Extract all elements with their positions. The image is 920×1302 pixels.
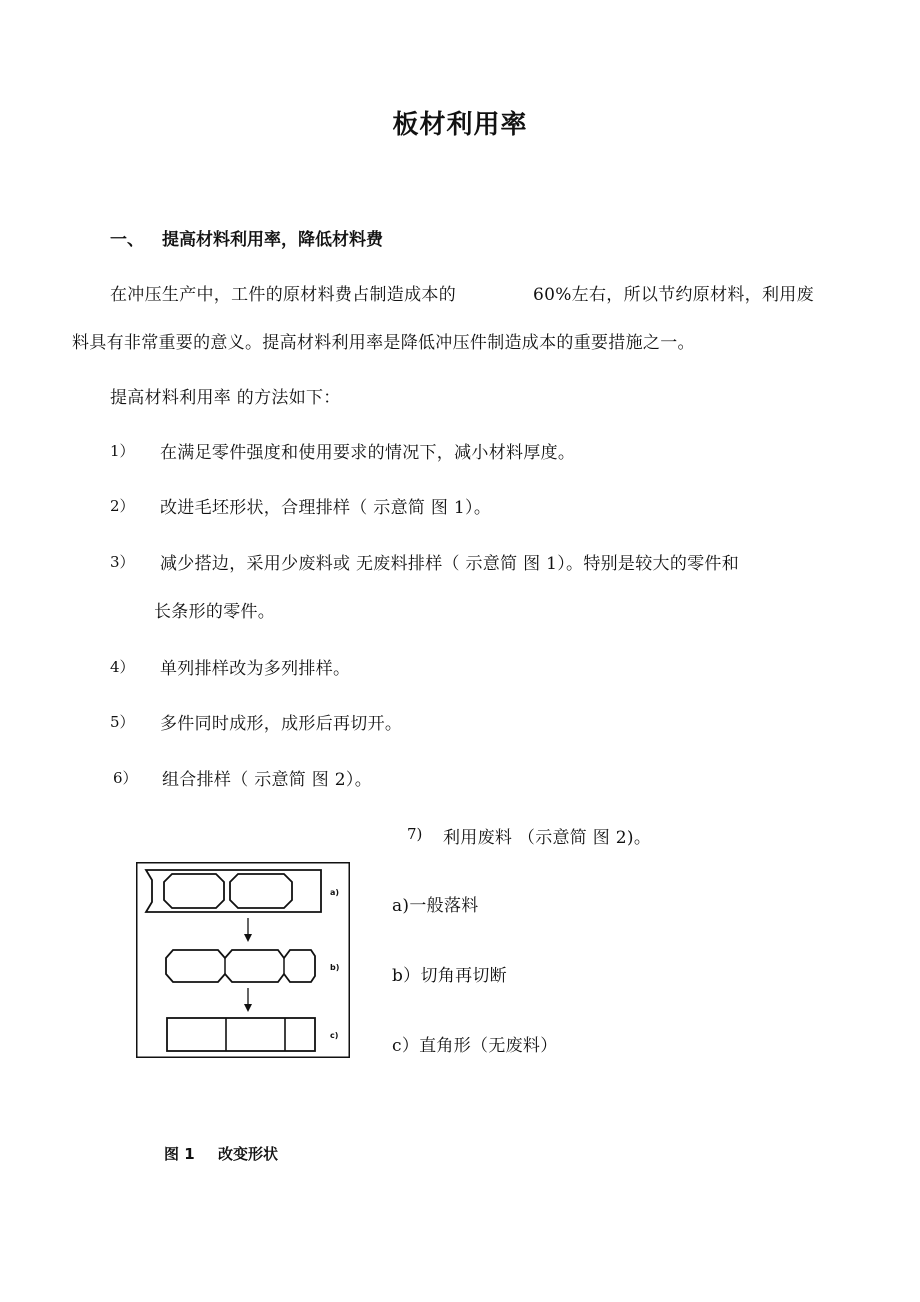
arrow-down-icon [244, 934, 252, 942]
figure-caption-text: 改变形状 [218, 1145, 279, 1163]
method-text-continued: 长条形的零件。 [154, 602, 276, 622]
label-c: c) [330, 1031, 339, 1040]
label-a: a) [330, 888, 340, 897]
method-num: 7) [407, 825, 423, 843]
method-text: 在满足零件强度和使用要求的情况下，减小材料厚度。 [160, 443, 576, 463]
legend-c: c）直角形（无废料） [392, 1036, 558, 1056]
figure-1-diagram [136, 862, 350, 1058]
section-heading: 提高材料利用率，降低材料费 [162, 230, 383, 250]
intro-line-1: 在冲压生产中，工件的原材料费占制造成本的 [110, 285, 456, 305]
method-text: 利用废料 （示意简 图 2)。 [443, 828, 652, 848]
method-text: 减少搭边，采用少废料或 无废料排样（ 示意简 图 1）。特别是较大的零件和 [160, 554, 740, 574]
figure-frame [137, 863, 350, 1058]
methods-intro: 提高材料利用率 的方法如下： [110, 388, 341, 408]
page-title: 板材利用率 [392, 110, 528, 140]
blank-a-1 [164, 874, 224, 908]
blank-a-2 [230, 874, 292, 908]
method-num: 3） [110, 553, 135, 571]
strip-c [167, 1018, 315, 1051]
strip-b [166, 950, 315, 982]
method-text: 改进毛坯形状，合理排样（ 示意简 图 1）。 [160, 498, 492, 518]
figure-caption-number: 图 1 [164, 1145, 195, 1163]
intro-line-2: 料具有非常重要的意义。提高材料利用率是降低冲压件制造成本的重要措施之一。 [72, 333, 695, 353]
section-number: 一、 [110, 230, 144, 250]
method-num: 6） [113, 769, 138, 787]
intro-percent: 60%左右，所以节约原材料，利用废 [533, 285, 814, 305]
legend-a: a)一般落料 [392, 896, 479, 916]
method-text: 多件同时成形，成形后再切开。 [160, 714, 403, 734]
method-num: 5） [110, 713, 135, 731]
method-text: 单列排样改为多列排样。 [160, 659, 351, 679]
method-num: 4） [110, 658, 135, 676]
label-b: b) [330, 963, 340, 972]
method-num: 1） [110, 442, 135, 460]
strip-a [146, 870, 321, 912]
method-num: 2） [110, 497, 135, 515]
method-text: 组合排样（ 示意简 图 2）。 [162, 770, 373, 790]
legend-b: b）切角再切断 [392, 966, 507, 986]
arrow-down-icon [244, 1004, 252, 1012]
